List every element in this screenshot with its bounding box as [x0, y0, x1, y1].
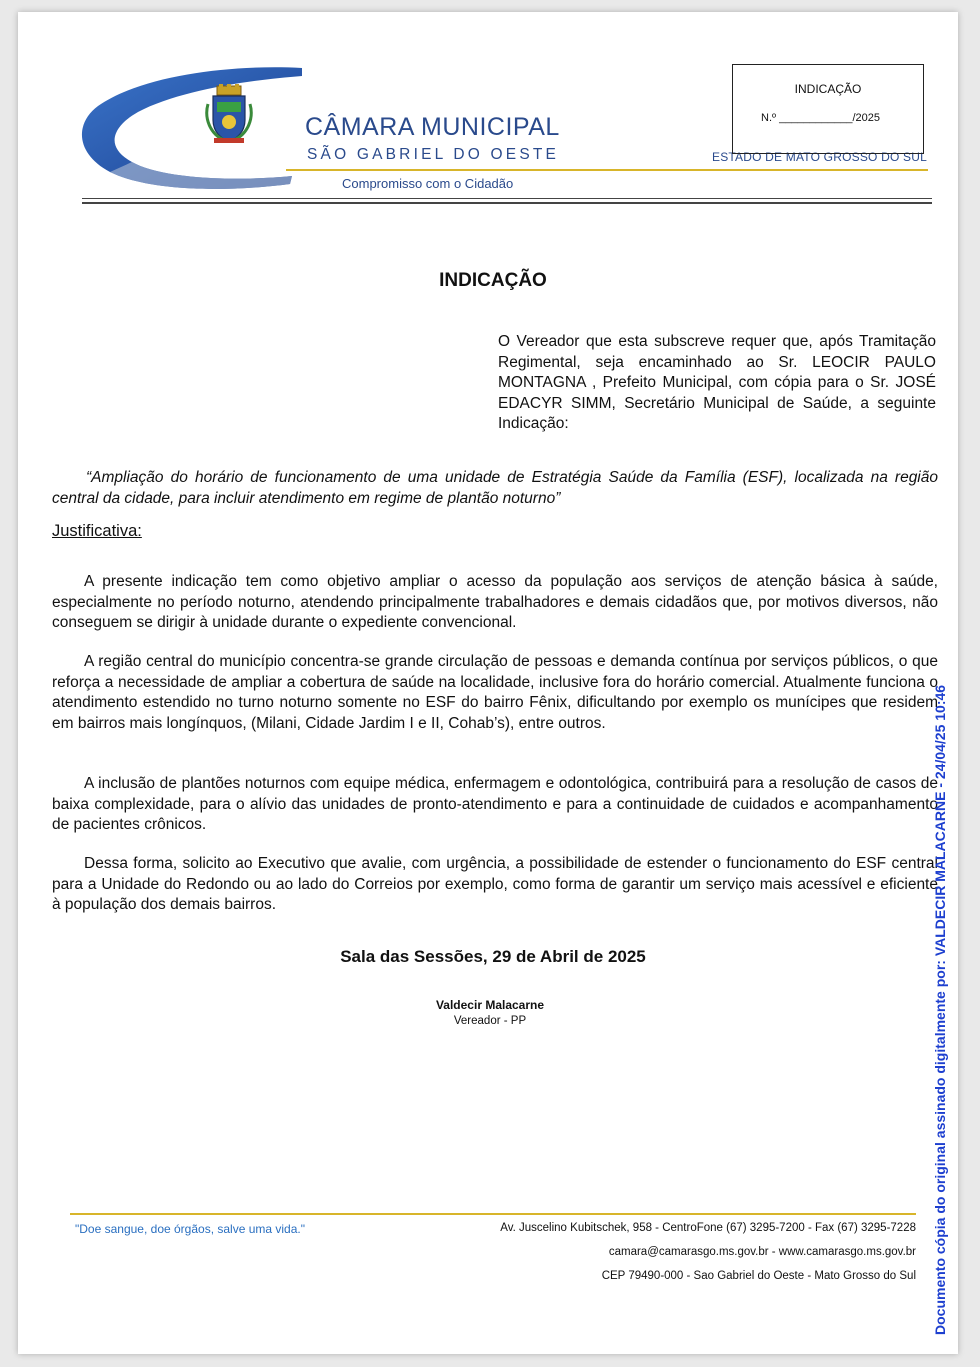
header-rule-top: [82, 198, 932, 199]
intro-paragraph: O Vereador que esta subscreve requer que, após Tramitação Regimental, seja encaminhado ao Sr. LEOCIR PAULO MONTAGNA , Prefeito Municipal, com cópia para o Sr. JOSÉ EDACYR SIMM, Secretário Municipal de Saúde, a seguinte Indicação:: [498, 333, 936, 432]
footer-slogan: "Doe sangue, doe órgãos, salve uma vida.": [75, 1222, 305, 1236]
justification-paragraph: A região central do município concentra-se grande circulação de pessoas e demanda contínua por serviços públicos, o que reforça a necessidade de ampliar a cobertura de saúde na localidade, inclusive fora do horário comercial. Atualmente funciona o atendimento estendido no turno noturno somente no ESF do bairro Fênix, dificultando por exemplo os munícipes que residem em bairros mais longínquos, (Milani, Cidade Jardim I e II, Cohab’s), entre outros.: [52, 653, 938, 732]
coat-of-arms-icon: [204, 84, 254, 146]
header-gold-rule: [286, 169, 928, 171]
footer-gold-rule: [70, 1213, 916, 1215]
motto: Compromisso com o Cidadão: [342, 176, 514, 191]
city-name: SÃO GABRIEL DO OESTE: [307, 146, 560, 163]
footer-cep: CEP 79490-000 - Sao Gabriel do Oeste - Mato Grosso do Sul: [601, 1270, 916, 1282]
digital-signature-stamp: Documento cópia do original assinado digitalmente por: VALDECIR MALACARNE - 24/04/25 10:46: [932, 684, 948, 1335]
box-number: N.º ____________/2025: [761, 112, 881, 124]
state-name: ESTADO DE MATO GROSSO DO SUL: [712, 150, 927, 164]
justification-paragraph: A presente indicação tem como objetivo ampliar o acesso da população aos serviços de atenção básica à saúde, especialmente no período noturno, atendendo principalmente trabalhadores e demais cidadãos que, por motivos diversos, não conseguem se dirigir à unidade durante o expediente convencional.: [52, 573, 938, 631]
justification-heading: Justificativa:: [52, 522, 142, 540]
header-rule-bottom: [82, 202, 932, 204]
footer-address: Av. Juscelino Kubitschek, 958 - CentroFone (67) 3295-7200 - Fax (67) 3295-7228: [500, 1222, 916, 1234]
place-date: Sala das Sessões, 29 de Abril de 2025: [340, 947, 646, 966]
footer-contact: camara@camarasgo.ms.gov.br - www.camarasgo.ms.gov.br: [608, 1246, 916, 1258]
indication-number-box: [732, 64, 924, 154]
signer-name: Valdecir Malacarne: [435, 998, 545, 1012]
justification-paragraph: Dessa forma, solicito ao Executivo que avalie, com urgência, a possibilidade de estender o funcionamento do ESF central para a Unidade do Redondo ou ao lado do Correios por exemplo, como forma de garantir um serviço mais acessível e eficiente à população dos demais bairros.: [52, 855, 938, 913]
chamber-logo-swoosh-icon: [80, 66, 310, 196]
chamber-name: CÂMARA MUNICIPAL: [305, 113, 560, 141]
box-title: INDICAÇÃO: [794, 82, 862, 96]
signer-role: Vereador - PP: [453, 1015, 527, 1027]
document-title: INDICAÇÃO: [439, 270, 547, 291]
justification-paragraph: A inclusão de plantões noturnos com equipe médica, enfermagem e odontológica, contribuirá para a resolução de casos de baixa complexidade, para o alívio das unidades de pronto-atendimento e para a continuidade de cuidados e acompanhamento de pacientes crônicos.: [52, 775, 938, 833]
indication-subject: “Ampliação do horário de funcionamento de uma unidade de Estratégia Saúde da Família (ESF), localizada na região central da cidade, para incluir atendimento em regime de plantão noturno”: [52, 469, 938, 507]
document-page: [18, 12, 958, 1354]
